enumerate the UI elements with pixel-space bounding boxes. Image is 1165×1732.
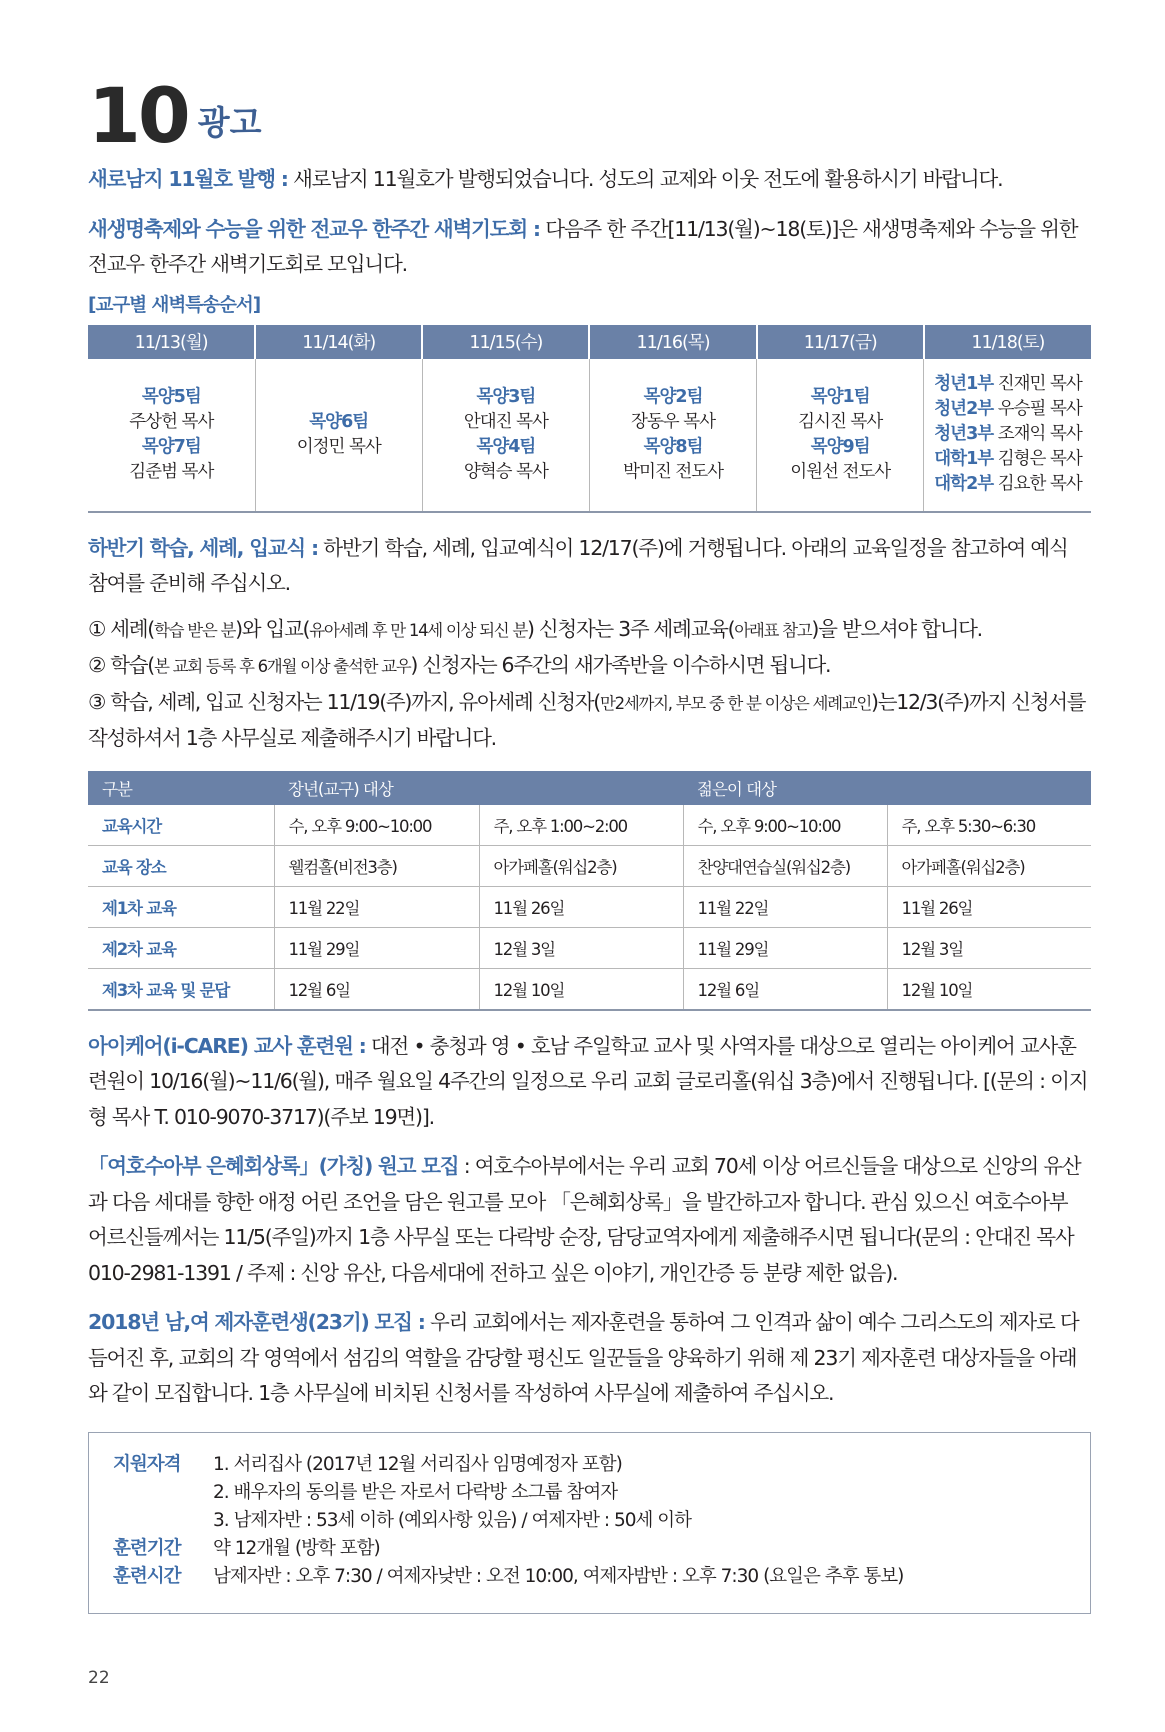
team-name: 목양2팀 — [643, 386, 703, 407]
list-item: ③ 학습, 세례, 입교 신청자는 11/19(주)까지, 유아세례 신청자(만2세까지, 부모 중 한 분 이상은 세례교인)는12/3(주)까지 신청서를 작성하셔서 1층 사무실로 제출해주시기 바랍니다. — [88, 689, 1086, 750]
team-name: 목양4팀 — [476, 436, 536, 457]
day-header: 11/17(금) — [757, 325, 924, 359]
pastor-name: 우승필 목사 — [993, 399, 1082, 419]
table-cell: 아가페홀(워십2층) — [479, 845, 683, 886]
row-header: 제3차 교육 및 문답 — [88, 968, 274, 1010]
notice-title: 하반기 학습, 세례, 입교식 : — [88, 535, 318, 560]
notice-joshua — [88, 1149, 1091, 1291]
table-cell: 수, 오후 9:00~10:00 — [683, 805, 887, 846]
table-cell: 주, 오후 5:30~6:30 — [887, 805, 1091, 846]
day-header: 11/15(수) — [422, 325, 589, 359]
table-cell: 12월 3일 — [887, 927, 1091, 968]
page-number: 22 — [88, 1668, 110, 1688]
table-cell: 11월 26일 — [887, 886, 1091, 927]
table-cell: 11월 22일 — [683, 886, 887, 927]
box-value: 약 12개월 (방학 포함) — [213, 1537, 380, 1559]
box-label: 훈련기간 — [113, 1537, 181, 1559]
team-name: 목양8팀 — [643, 436, 703, 457]
dept-name: 대학2부 — [934, 474, 994, 494]
day-header: 11/18(토) — [924, 325, 1091, 359]
section-header — [88, 71, 262, 160]
pastor-name: 김형은 목사 — [993, 449, 1082, 469]
time-row — [113, 1563, 1090, 1591]
education-table — [88, 771, 1091, 1011]
table-cell: 12월 6일 — [683, 968, 887, 1010]
box-label: 지원자격 — [113, 1453, 181, 1475]
pastor-name: 장동우 목사 — [631, 411, 716, 432]
schedule-cell-saturday — [924, 359, 1091, 512]
pastor-name: 김준범 목사 — [129, 461, 214, 482]
col-header: 구분 — [88, 771, 274, 805]
notice-title: 새생명축제와 수능을 위한 전교우 한주간 새벽기도회 : — [88, 216, 540, 241]
notice-body: 새로남지 11월호가 발행되었습니다. 성도의 교제와 이웃 전도에 활용하시기 바랍니다. — [287, 167, 1003, 191]
table-row — [88, 805, 1091, 846]
schedule-cell — [88, 359, 255, 512]
list-item: ① 세례(학습 받은 분)와 입교(유아세례 후 만 14세 이상 되신 분) 신청자는 3주 세례교육(아래표 참고)을 받으셔야 합니다. — [88, 616, 982, 641]
table-cell: 주, 오후 1:00~2:00 — [479, 805, 683, 846]
pastor-name: 진재민 목사 — [993, 374, 1082, 394]
notice-body: : 여호수아부에서는 우리 교회 70세 이상 어르신들을 대상으로 신앙의 유산과 다음 세대를 향한 애정 어린 조언을 담은 원고를 모아 「은혜회상록」을 발간하고자 합니다. 관심 있으신 여호수아부 어르신들께서는 11/5(주일)까지 1층 사무실 또는 다락방 순장, 담당교역자에게 제출해주시면 됩니다(문의 : 안대진 목사 010-2981-1391 / 주제 : 신앙 유산, 다음세대에 전하고 싶은 이야기, 개인간증 등 분량 제한 없음). — [88, 1154, 1081, 1285]
table-cell: 찬양대연습실(워십2층) — [683, 845, 887, 886]
schedule-cell — [589, 359, 756, 512]
notice-title: 「여호수아부 은혜회상록」(가칭) 원고 모집 — [88, 1154, 459, 1178]
pastor-name: 이원선 전도사 — [790, 461, 891, 482]
notice-title: 2018년 남,여 제자훈련생(23기) 모집 : — [88, 1310, 425, 1334]
notice-body: 다음주 한 주간[11/13(월)~18(토)]은 새생명축제와 수능을 위한 전교우 한주간 새벽기도회로 모입니다. — [88, 216, 1078, 276]
table-cell: 웰컴홀(비전3층) — [274, 845, 479, 886]
table-row — [88, 927, 1091, 968]
schedule-cell — [255, 359, 422, 512]
team-name: 목양1팀 — [810, 386, 870, 407]
qualification-item: 2. 배우자의 동의를 받은 자로서 다락방 소그룹 참여자 — [213, 1481, 618, 1503]
box-label: 훈련시간 — [113, 1565, 181, 1587]
team-name: 목양9팀 — [810, 436, 870, 457]
section-number: 10 — [88, 71, 188, 160]
notice-body: 우리 교회에서는 제자훈련을 통하여 그 인격과 삶이 예수 그리스도의 제자로 다듬어진 후, 교회의 각 영역에서 섬김의 역할을 감당할 평신도 일꾼들을 양육하기 위해 제 23기 제자훈련 대상자들을 아래와 같이 모집합니다. 1층 사무실에 비치된 신청서를 작성하여 사무실에 제출하여 주십시오. — [88, 1310, 1079, 1405]
table-cell: 12월 3일 — [479, 927, 683, 968]
pastor-name: 양혁승 목사 — [463, 461, 548, 482]
notice-dawn-prayer — [88, 212, 1091, 283]
notice-title: 아이케어(i-CARE) 교사 훈련원 : — [88, 1033, 366, 1058]
notice-magazine — [88, 162, 1091, 198]
table-cell: 11월 29일 — [683, 927, 887, 968]
day-header: 11/16(목) — [589, 325, 756, 359]
team-name: 목양3팀 — [476, 386, 536, 407]
pastor-name: 안대진 목사 — [463, 411, 548, 432]
table-cell: 12월 6일 — [274, 968, 479, 1010]
team-name: 목양5팀 — [141, 386, 201, 407]
recruit-info-box — [88, 1432, 1091, 1614]
row-header: 교육시간 — [88, 805, 274, 846]
table-cell: 아가페홀(워십2층) — [887, 845, 1091, 886]
table-row — [88, 845, 1091, 886]
day-header: 11/14(화) — [255, 325, 422, 359]
box-value: 남제자반 : 오후 7:30 / 여제자낮반 : 오전 10:00, 여제자밤반 : 오후 7:30 (요일은 추후 통보) — [213, 1565, 904, 1587]
notice-body: 하반기 학습, 세례, 입교예식이 12/17(주)에 거행됩니다. 아래의 교육일정을 참고하여 예식 참여를 준비해 주십시오. — [88, 535, 1068, 595]
pastor-name: 김시진 목사 — [798, 411, 883, 432]
qualification-item: 3. 남제자반 : 53세 이하 (예외사항 있음) / 여제자반 : 50세 이하 — [213, 1509, 691, 1531]
table-row — [88, 886, 1091, 927]
pastor-name: 주상헌 목사 — [129, 411, 214, 432]
list-item: ② 학습(본 교회 등록 후 6개월 이상 출석한 교우) 신청자는 6주간의 새가족반을 이수하시면 됩니다. — [88, 653, 831, 677]
col-header: 젊은이 대상 — [683, 771, 1091, 805]
pastor-name: 박미진 전도사 — [623, 461, 724, 482]
team-name: 목양6팀 — [309, 411, 369, 432]
row-header: 제2차 교육 — [88, 927, 274, 968]
pastor-name: 김요한 목사 — [993, 474, 1082, 494]
dept-name: 청년3부 — [934, 424, 994, 444]
schedule-subtitle: [교구별 새벽특송순서] — [88, 294, 261, 316]
notice-title: 새로남지 11월호 발행 : — [88, 167, 288, 191]
table-cell: 12월 10일 — [887, 968, 1091, 1010]
dept-name: 청년1부 — [934, 374, 994, 394]
qualification-row — [113, 1451, 1090, 1535]
table-cell: 11월 22일 — [274, 886, 479, 927]
section-label: 광고 — [197, 103, 262, 142]
col-header: 장년(교구) 대상 — [274, 771, 683, 805]
dawn-schedule-table — [88, 325, 1091, 513]
table-row — [88, 968, 1091, 1010]
pastor-name: 조재익 목사 — [993, 424, 1082, 444]
dept-name: 청년2부 — [934, 399, 994, 419]
team-name: 목양7팀 — [141, 436, 201, 457]
dept-name: 대학1부 — [934, 449, 994, 469]
row-header: 제1차 교육 — [88, 886, 274, 927]
day-header: 11/13(월) — [88, 325, 255, 359]
schedule-cell — [757, 359, 924, 512]
notice-discipleship — [88, 1305, 1091, 1412]
schedule-cell — [422, 359, 589, 512]
notice-baptism — [88, 531, 1091, 602]
notice-body: 대전 • 충청과 영 • 호남 주일학교 교사 및 사역자를 대상으로 열리는 아이케어 교사훈련원이 10/16(월)~11/6(월), 매주 월요일 4주간의 일정으로 우리 교회 글로리홀(워십 3층)에서 진행됩니다. [(문의 : 이지형 목사 T. 010-9070-3717)(주보 19면)]. — [88, 1033, 1088, 1129]
table-cell: 11월 29일 — [274, 927, 479, 968]
period-row — [113, 1535, 1090, 1563]
row-header: 교육 장소 — [88, 845, 274, 886]
qualification-item: 1. 서리집사 (2017년 12월 서리집사 임명예정자 포함) — [213, 1453, 622, 1475]
table-cell: 12월 10일 — [479, 968, 683, 1010]
baptism-list — [88, 612, 1091, 757]
notice-icare — [88, 1029, 1091, 1136]
pastor-name: 이정민 목사 — [296, 436, 381, 457]
content — [88, 162, 1091, 1614]
table-cell: 11월 26일 — [479, 886, 683, 927]
table-cell: 수, 오후 9:00~10:00 — [274, 805, 479, 846]
